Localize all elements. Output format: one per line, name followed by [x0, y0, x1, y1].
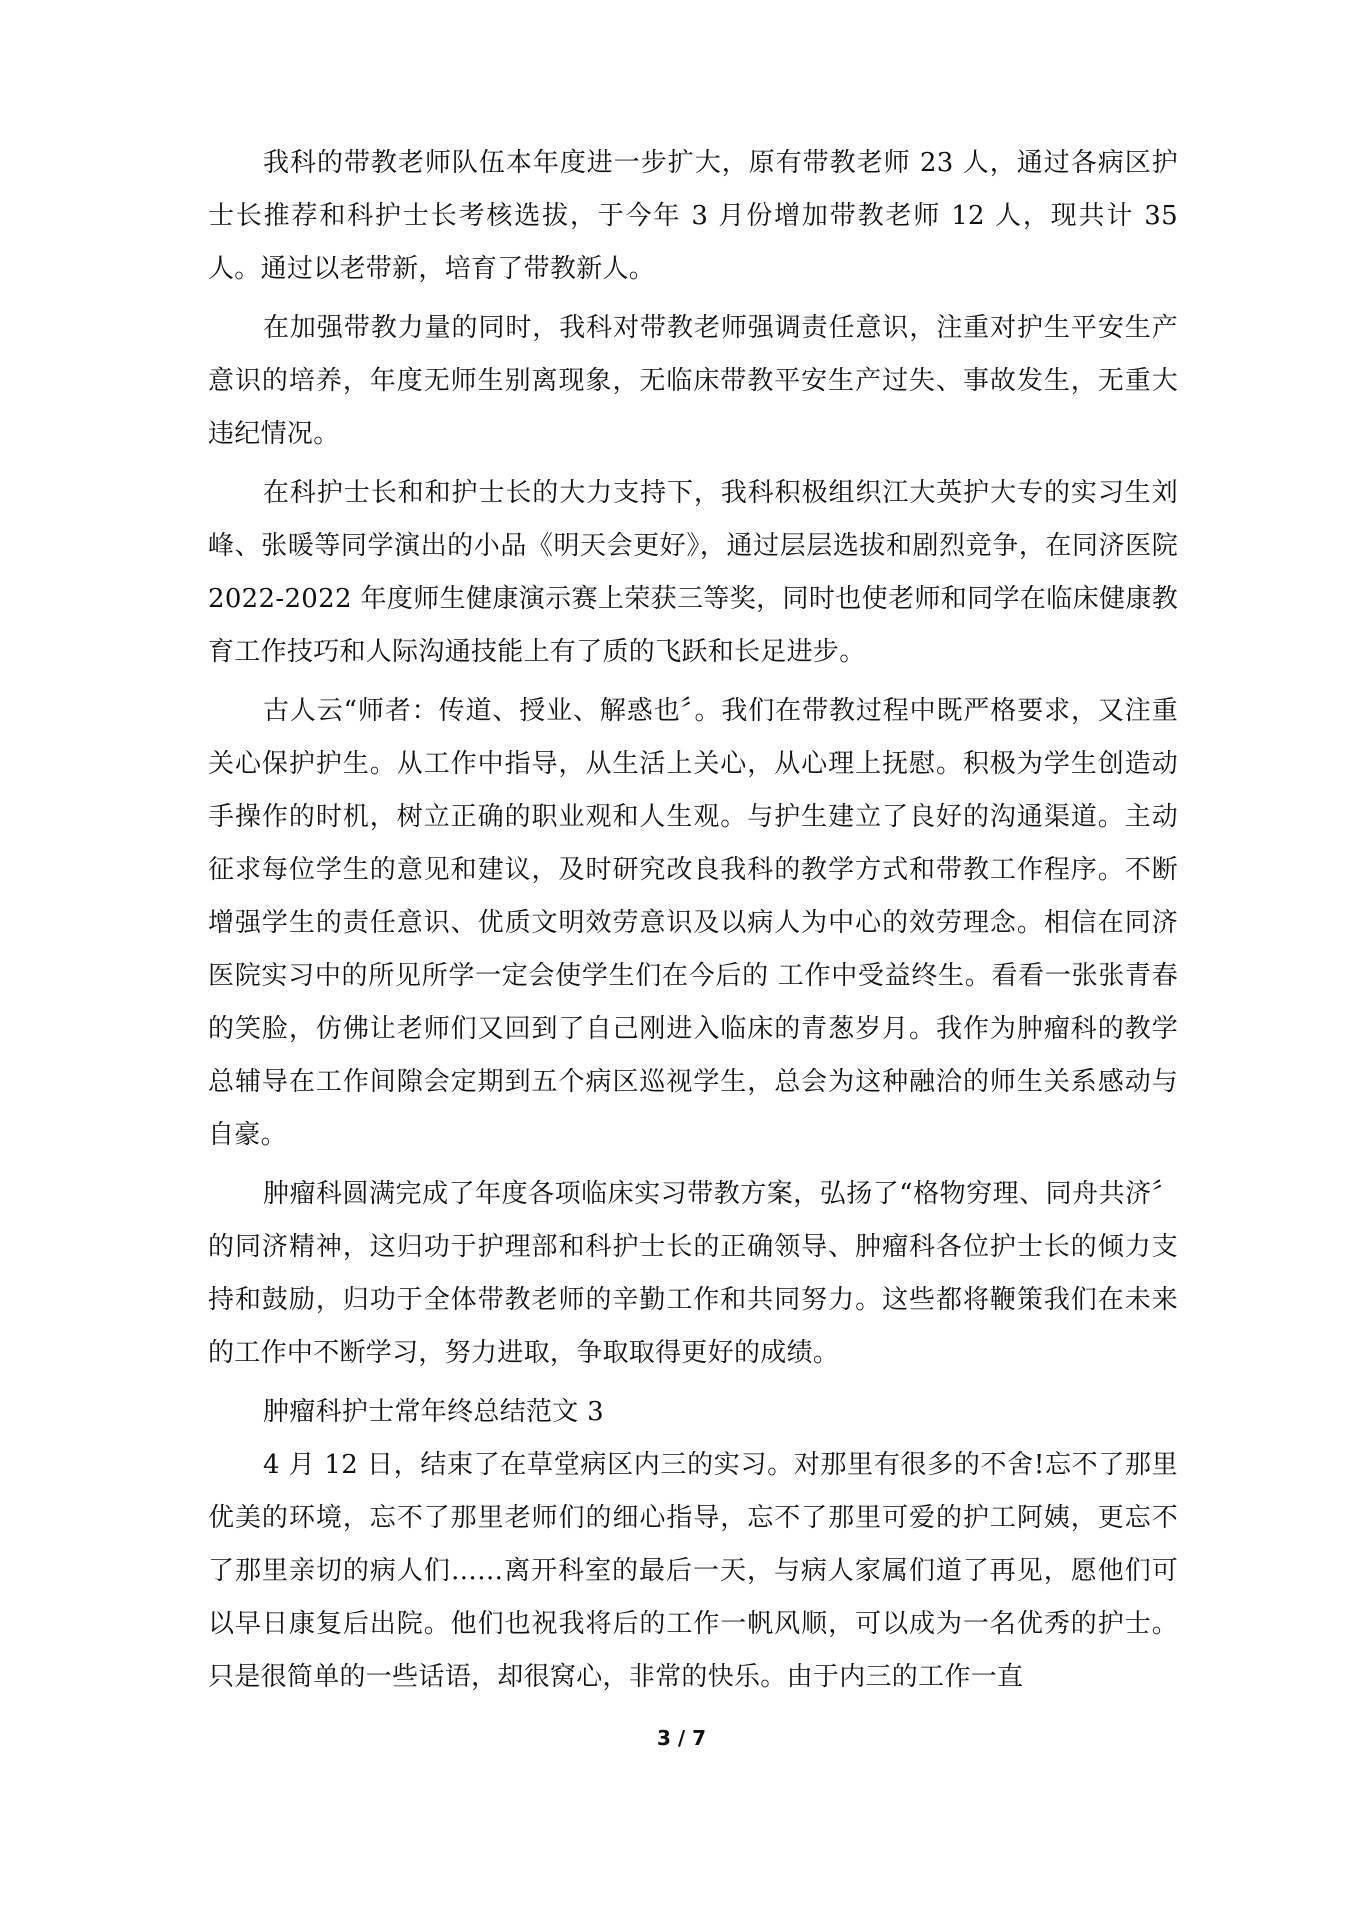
paragraph-teaching-care: 古人云“师者：传道、授业、解惑也〞。我们在带教过程中既严格要求，又注重关心保护护生。从工作中指导，从生活上关心，从心理上抚慰。积极为学生创造动手操作的时机，树立正确的职业观和人生观。与护生建立了良好的沟通渠道。主动征求每位学生的意见和建议，及时研究改良我科的教学方式和带教工作程序。不断增强学生的责任意识、优质文明效劳意识及以病人为中心的效劳理念。相信在同济医院实习中的所见所学一定会使学生们在今后的 工作中受益终生。看看一张张青春的笑脸，仿佛让老师们又回到了自己刚进入临床的青葱岁月。我作为肿瘤科的教学总辅导在工作间隙会定期到五个病区巡视学生，总会为这种融洽的师生关系感动与自豪。: [208, 696, 1178, 1150]
paragraph-responsibility: 在加强带教力量的同时，我科对带教老师强调责任意识，注重对护生平安生产意识的培养，年度无师生别离现象，无临床带教平安生产过失、事故发生，无重大违纪情况。: [208, 313, 1178, 449]
paragraph-internship: 4 月 12 日，结束了在草堂病区内三的实习。对那里有很多的不舍!忘不了那里优美的环境，忘不了那里老师们的细心指导，忘不了那里可爱的护工阿姨，更忘不了那里亲切的病人们……离开科室的最后一天，与病人家属们道了再见，愿他们可以早日康复后出院。他们也祝我将后的工作一帆风顺，可以成为一名优秀的护士。只是很简单的一些话语，却很窝心，非常的快乐。由于内三的工作一直: [208, 1450, 1178, 1692]
paragraph-teacher-team: 我科的带教老师队伍本年度进一步扩大，原有带教老师 23 人，通过各病区护士长推荐和科护士长考核选拔，于今年 3 月份增加带教老师 12 人，现共计 35 人。通过以老带新，培育了带教新人。: [208, 148, 1178, 284]
document-body: [208, 137, 1178, 1710]
section-heading: 肿瘤科护士常年终总结范文 3: [263, 1397, 605, 1427]
page-number: 3 / 7: [656, 1726, 707, 1750]
paragraph-performance-award: 在科护士长和和护士长的大力支持下，我科积极组织江大英护大专的实习生刘峰、张暖等同学演出的小品《明天会更好》，通过层层选拔和剧烈竞争，在同济医院 2022-2022 年度师生健康演示赛上荣获三等奖，同时也使老师和同学在临床健康教育工作技巧和人际沟通技能上有了质的飞跃和长足进步。: [208, 478, 1178, 667]
paragraph-conclusion: 肿瘤科圆满完成了年度各项临床实习带教方案，弘扬了“格物穷理、同舟共济〞的同济精神，这归功于护理部和科护士长的正确领导、肿瘤科各位护士长的倾力支持和鼓励，归功于全体带教老师的辛勤工作和共同努力。这些都将鞭策我们在未来的工作中不断学习，努力进取，争取取得更好的成绩。: [208, 1179, 1178, 1368]
